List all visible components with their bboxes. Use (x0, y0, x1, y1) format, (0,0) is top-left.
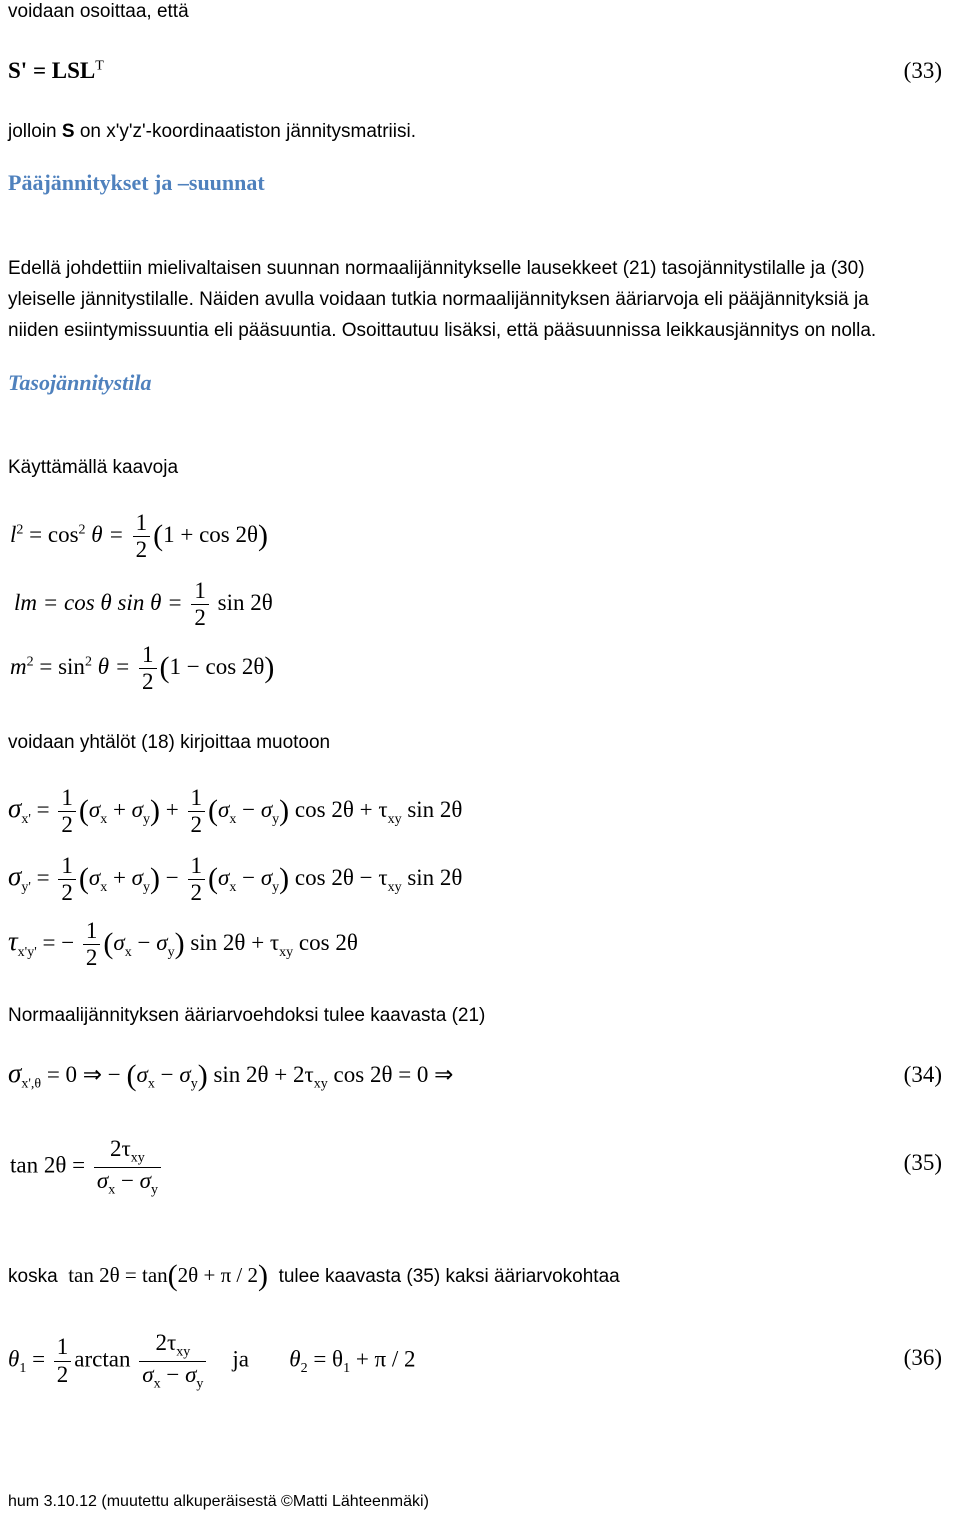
eq34-number: (34) (903, 1062, 942, 1087)
eq33-number: (33) (903, 58, 942, 83)
eq33-lhs: S' (8, 58, 28, 83)
intro-text: voidaan osoittaa, että (8, 1, 189, 22)
after-eq33-text: jolloin S on x'y'z'-koordinaatiston jännitysmatriisi. (8, 121, 416, 142)
formula-m-squared: $m^2 = \sin^2 \theta$ = $\frac{1}{2}$ (1 − cos 2θ) (10, 642, 275, 695)
equation-35: tan 2θ = $\frac{2\tau_{xy}}{\sigma_x - \sigma_y}$ (10, 1136, 164, 1198)
equation-33 (8, 58, 104, 84)
paragraph-line-3: niiden esiintymissuuntia eli pääsuuntia. Osoittautuu lisäksi, että pääsuunnissa leikkausjännitys on nolla. (8, 320, 877, 341)
extremum-text: Normaalijännityksen ääriarvoehdoksi tulee kaavasta (21) (8, 1005, 486, 1026)
transform-tau-xy: $\tau_{x'y'}$ = − $\frac{1}{2}$ $(\sigma_x - \sigma_y)$ $\sin 2\theta + \tau_{xy}$ cos 2θ (8, 918, 358, 971)
equation-34: $\sigma_{x',\theta} = 0$ ⇒ − $(\sigma_x - \sigma_y)$ $\sin 2\theta + 2\tau_{xy}$ cos 2θ = 0 ⇒ (8, 1058, 454, 1092)
formula-lm: lm = cos θ sin θ = $\frac{1}{2}$ sin 2θ (14, 578, 273, 631)
heading-plane-stress: Tasojännitystila (8, 370, 152, 395)
footer-text: hum 3.10.12 (muutettu alkuperäisestä ©Matti Lähteenmäki) (8, 1493, 429, 1510)
paragraph-line-1: Edellä johdettiin mielivaltaisen suunnan normaalijännitykselle lausekkeet (21) tasojännitystilalle ja (30) (8, 258, 865, 279)
equations-text: voidaan yhtälöt (18) kirjoittaa muotoon (8, 732, 331, 753)
eq35-number: (35) (903, 1150, 942, 1175)
paragraph-line-2: yleiselle jännitystilalle. Näiden avulla voidaan tutkia normaalijännityksen ääriarvoja eli pääjännityksiä ja (8, 289, 869, 310)
eq33-rhs: = LSL (32, 58, 96, 83)
heading-principal-stresses: Pääjännitykset ja –suunnat (8, 170, 265, 195)
formula-l-squared: $l^2 = \cos^2 \theta$ = $\frac{1}{2}$ (1 + cos 2θ) (10, 510, 269, 563)
transform-sigma-y: $\sigma_{y'}$ = $\frac{1}{2}$ $(\sigma_x + \sigma_y)$ − $\frac{1}{2}$ $(\sigma_x - \sigma_y)$ $\cos 2\theta - \tau_{xy}$ sin 2θ (8, 853, 463, 906)
koska-line: koska tan 2θ = tan(2θ + π / 2) tulee kaavasta (35) kaksi ääriarvokohtaa (8, 1259, 620, 1292)
using-formulas-text: Käyttämällä kaavoja (8, 457, 179, 478)
eq33-transpose: T (95, 58, 104, 74)
equation-36: $\theta_1$ = $\frac{1}{2}$ arctan $\frac{2\tau_{xy}}{\sigma_x - \sigma_y}$ ja $\theta_2 = \theta_1 + \pi / 2$ (8, 1330, 416, 1392)
transform-sigma-x: $\sigma_{x'}$ = $\frac{1}{2}$ $(\sigma_x + \sigma_y)$ + $\frac{1}{2}$ $(\sigma_x - \sigma_y)$ $\cos 2\theta + \tau_{xy}$ sin 2θ (8, 785, 463, 838)
eq36-number: (36) (903, 1345, 942, 1370)
